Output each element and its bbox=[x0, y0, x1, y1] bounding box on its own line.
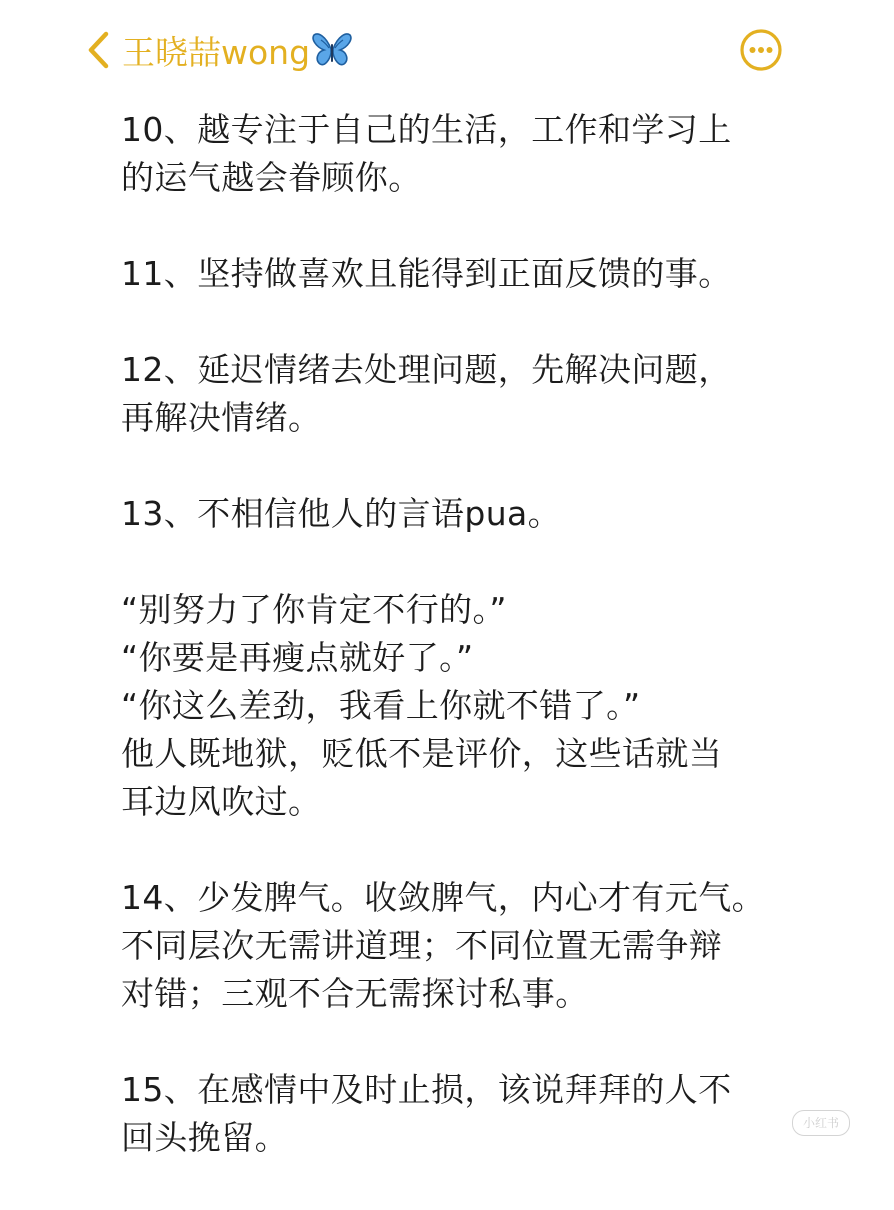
text-line: 回头挽留。 bbox=[121, 1118, 288, 1157]
text-line: 的运气越会眷顾你。 bbox=[121, 158, 422, 197]
more-horizontal-circle-icon bbox=[740, 56, 782, 75]
paragraph-quotes bbox=[121, 586, 781, 826]
text-line: 13、不相信他人的言语pua。 bbox=[121, 494, 562, 533]
text-line: 14、少发脾气。收敛脾气，内心才有元气。 bbox=[121, 878, 765, 917]
back-button[interactable] bbox=[86, 24, 352, 76]
text-line: 12、延迟情绪去处理问题，先解决问题， bbox=[121, 350, 732, 389]
more-options-button[interactable] bbox=[740, 29, 782, 71]
text-line: 再解决情绪。 bbox=[121, 398, 322, 437]
paragraph-15 bbox=[121, 1066, 781, 1162]
note-title-text: 王晓喆wong bbox=[122, 32, 311, 72]
text-line: “别努力了你肯定不行的。” bbox=[121, 590, 507, 629]
text-line: 耳边风吹过。 bbox=[121, 782, 322, 821]
paragraph-14 bbox=[121, 874, 781, 1018]
paragraph-11 bbox=[121, 250, 781, 298]
watermark: 小红书 bbox=[792, 1110, 850, 1136]
text-line: 对错；三观不合无需探讨私事。 bbox=[121, 974, 589, 1013]
text-line: 10、越专注于自己的生活，工作和学习上 bbox=[121, 110, 732, 149]
navigation-bar bbox=[0, 0, 894, 100]
text-line: “你要是再瘦点就好了。” bbox=[121, 638, 474, 677]
note-title bbox=[122, 27, 352, 74]
text-line: “你这么差劲，我看上你就不错了。” bbox=[121, 686, 641, 725]
butterfly-icon bbox=[312, 32, 352, 68]
chevron-left-icon bbox=[86, 30, 112, 70]
paragraph-10 bbox=[121, 106, 781, 202]
note-body[interactable] bbox=[121, 106, 781, 1210]
text-line: 15、在感情中及时止损，该说拜拜的人不 bbox=[121, 1070, 732, 1109]
text-line: 他人既地狱，贬低不是评价，这些话就当 bbox=[121, 734, 723, 773]
text-line: 11、坚持做喜欢且能得到正面反馈的事。 bbox=[121, 254, 732, 293]
text-line: 不同层次无需讲道理；不同位置无需争辩 bbox=[121, 926, 723, 965]
paragraph-12 bbox=[121, 346, 781, 442]
paragraph-13 bbox=[121, 490, 781, 538]
